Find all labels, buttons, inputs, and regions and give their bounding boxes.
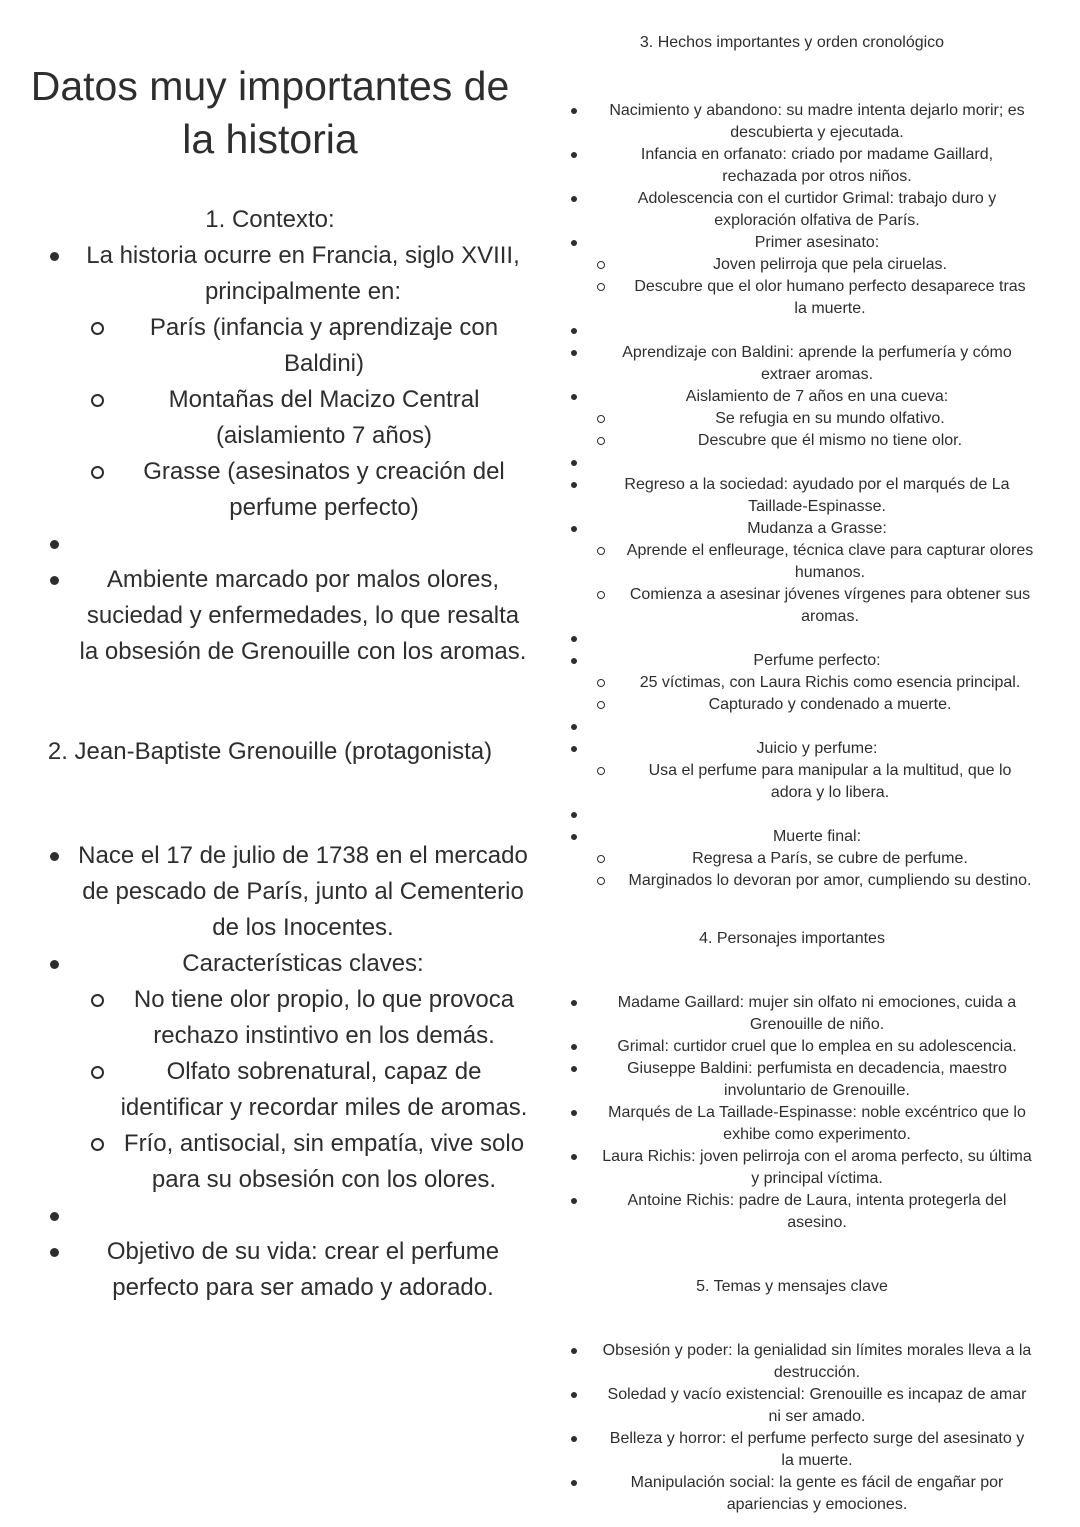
document-title: Datos muy importantes de la historia (30, 63, 510, 162)
bullet-text: Adolescencia con el curtidor Grimal: trabajo duro y exploración olfativa de París. (637, 190, 997, 229)
empty-bullet-item (540, 716, 1080, 738)
sub-bullet-item (540, 540, 1080, 584)
bullet-icon (571, 724, 577, 730)
bullet-item (540, 518, 1080, 540)
bullet-text: Nacimiento y abandono: su madre intenta dejarlo morir; es descubierta y ejecutada. (609, 102, 1025, 141)
bullet-icon (571, 240, 577, 246)
section-heading: 2. Jean-Baptiste Grenouille (protagonista) (47, 738, 493, 765)
bullet-icon (571, 1000, 577, 1006)
circle-icon (91, 394, 104, 407)
bullet-list (540, 100, 1080, 892)
circle-icon (91, 1138, 104, 1151)
bullet-item (0, 838, 540, 946)
bullet-text: Aprende el enfleurage, técnica clave para capturar olores humanos. (626, 542, 1034, 581)
sub-bullet-item (0, 310, 540, 382)
bullet-icon (571, 658, 577, 664)
bullet-text: Giuseppe Baldini: perfumista en decadencia, maestro involuntario de Grenouille. (627, 1060, 1007, 1099)
circle-icon (597, 547, 605, 555)
bullet-item (540, 100, 1080, 144)
sub-bullet-item (540, 760, 1080, 804)
bullet-item (540, 342, 1080, 386)
bullet-text: Infancia en orfanato: criado por madame Gaillard, rechazada por otros niños. (640, 146, 994, 185)
sub-bullet-item (540, 254, 1080, 276)
bullet-icon (571, 1198, 577, 1204)
empty-bullet-item (0, 1198, 540, 1234)
bullet-icon (571, 152, 577, 158)
right-column-sections (540, 32, 1080, 1516)
circle-icon (91, 1066, 104, 1079)
empty-bullet-item (540, 628, 1080, 650)
bullet-item (0, 562, 540, 670)
section-heading: 1. Contexto: (205, 206, 335, 233)
bullet-icon (571, 1436, 577, 1442)
bullet-item (0, 238, 540, 310)
sub-bullet-item (0, 1054, 540, 1126)
bullet-text: Joven pelirroja que pela ciruelas. (713, 256, 947, 273)
bullet-item (540, 1384, 1080, 1428)
sub-bullet-item (0, 382, 540, 454)
bullet-text: 25 víctimas, con Laura Richis como esencia principal. (639, 674, 1021, 691)
bullet-text: Se refugia en su mundo olfativo. (715, 410, 945, 427)
sub-bullet-item (540, 672, 1080, 694)
empty-bullet-item (540, 804, 1080, 826)
bullet-icon (571, 1044, 577, 1050)
bullet-item (540, 386, 1080, 408)
bullet-text: Comienza a asesinar jóvenes vírgenes para obtener sus aromas. (629, 586, 1031, 625)
sub-bullet-item (540, 584, 1080, 628)
bullet-text: Manipulación social: la gente es fácil de engañar por apariencias y emociones. (630, 1474, 1004, 1513)
bullet-icon (571, 196, 577, 202)
right-column (540, 0, 1080, 1527)
circle-icon (597, 261, 605, 269)
sub-bullet-item (540, 870, 1080, 892)
circle-icon (597, 701, 605, 709)
circle-icon (597, 679, 605, 687)
sub-bullet-item (540, 276, 1080, 320)
bullet-item (540, 1146, 1080, 1190)
sub-bullet-item (540, 430, 1080, 452)
bullet-text: Madame Gaillard: mujer sin olfato ni emociones, cuida a Grenouille de niño. (617, 994, 1017, 1033)
bullet-icon (571, 1066, 577, 1072)
bullet-text: Marqués de La Taillade-Espinasse: noble excéntrico que lo exhibe como experimento. (608, 1104, 1026, 1143)
empty-bullet-item (540, 452, 1080, 474)
bullet-text: Aprendizaje con Baldini: aprende la perfumería y cómo extraer aromas. (622, 344, 1012, 383)
section-heading: 5. Temas y mensajes clave (696, 1278, 888, 1295)
empty-bullet-item (540, 320, 1080, 342)
bullet-list (540, 992, 1080, 1234)
bullet-item (540, 1058, 1080, 1102)
bullet-icon (571, 1154, 577, 1160)
bullet-icon (571, 108, 577, 114)
bullet-icon (571, 812, 577, 818)
bullet-icon (50, 1248, 59, 1257)
bullet-text: Usa el perfume para manipular a la multitud, que lo adora y lo libera. (648, 762, 1012, 801)
bullet-text: París (infancia y aprendizaje con Baldini) (149, 314, 499, 377)
bullet-text: Regresa a París, se cubre de perfume. (692, 850, 968, 867)
bullet-text: Montañas del Macizo Central (aislamiento 7 años) (168, 386, 480, 449)
bullet-text: Características claves: (182, 950, 424, 977)
bullet-list (0, 838, 540, 1306)
bullet-icon (50, 960, 59, 969)
bullet-icon (571, 460, 577, 466)
bullet-item (540, 474, 1080, 518)
bullet-icon (50, 576, 59, 585)
bullet-icon (571, 834, 577, 840)
bullet-icon (571, 328, 577, 334)
bullet-icon (571, 1348, 577, 1354)
bullet-icon (571, 1392, 577, 1398)
sub-bullet-item (540, 408, 1080, 430)
bullet-icon (571, 1110, 577, 1116)
bullet-item (540, 232, 1080, 254)
bullet-text: Muerte final: (772, 828, 862, 845)
bullet-text: Juicio y perfume: (756, 740, 878, 757)
bullet-text: Nace el 17 de julio de 1738 en el mercado de pescado de París, junto al Cementerio de los Inocentes. (78, 842, 528, 941)
bullet-text: Frío, antisocial, sin empatía, vive solo para su obsesión con los olores. (123, 1130, 525, 1193)
bullet-icon (50, 1212, 59, 1221)
bullet-item (540, 1190, 1080, 1234)
bullet-text: Grimal: curtidor cruel que lo emplea en su adolescencia. (617, 1038, 1017, 1055)
bullet-text: Aislamiento de 7 años en una cueva: (685, 388, 949, 405)
bullet-text: Ambiente marcado por malos olores, suciedad y enfermedades, lo que resalta la obsesión de Grenouille con los aromas. (79, 566, 527, 665)
circle-icon (597, 437, 605, 445)
bullet-icon (50, 252, 59, 261)
bullet-text: Primer asesinato: (754, 234, 880, 251)
sub-bullet-item (0, 454, 540, 526)
section-heading: 3. Hechos importantes y orden cronológico (639, 34, 945, 51)
section-heading: 4. Personajes importantes (699, 930, 885, 947)
bullet-icon (571, 350, 577, 356)
bullet-text: La historia ocurre en Francia, siglo XVIII, principalmente en: (86, 242, 520, 305)
bullet-item (540, 1340, 1080, 1384)
bullet-icon (571, 746, 577, 752)
bullet-icon (571, 636, 577, 642)
bullet-item (540, 188, 1080, 232)
bullet-text: Mudanza a Grasse: (747, 520, 887, 537)
bullet-list (540, 1340, 1080, 1516)
bullet-text: Soledad y vacío existencial: Grenouille es incapaz de amar ni ser amado. (607, 1386, 1027, 1425)
left-column-sections (0, 202, 540, 1306)
bullet-list (0, 238, 540, 670)
circle-icon (91, 994, 104, 1007)
bullet-text: Grasse (asesinatos y creación del perfume perfecto) (143, 458, 505, 521)
bullet-text: Obsesión y poder: la genialidad sin límites morales lleva a la destrucción. (602, 1342, 1032, 1381)
bullet-text: Descubre que él mismo no tiene olor. (697, 432, 963, 449)
bullet-item (540, 1472, 1080, 1516)
bullet-text: Belleza y horror: el perfume perfecto surge del asesinato y la muerte. (609, 1430, 1025, 1469)
bullet-text: No tiene olor propio, lo que provoca rechazo instintivo en los demás. (133, 986, 515, 1049)
bullet-icon (571, 1480, 577, 1486)
bullet-text: Antoine Richis: padre de Laura, intenta protegerla del asesino. (627, 1192, 1007, 1231)
bullet-item (540, 1036, 1080, 1058)
bullet-text: Objetivo de su vida: crear el perfume perfecto para ser amado y adorado. (106, 1238, 500, 1301)
bullet-item (540, 650, 1080, 672)
sub-bullet-item (540, 694, 1080, 716)
circle-icon (91, 322, 104, 335)
bullet-item (540, 738, 1080, 760)
bullet-icon (571, 394, 577, 400)
bullet-item (0, 1234, 540, 1306)
bullet-text: Regreso a la sociedad: ayudado por el marqués de La Taillade-Espinasse. (624, 476, 1010, 515)
bullet-text: Capturado y condenado a muerte. (708, 696, 952, 713)
sub-bullet-item (0, 982, 540, 1054)
bullet-icon (50, 852, 59, 861)
bullet-item (540, 992, 1080, 1036)
bullet-item (540, 826, 1080, 848)
bullet-text: Marginados lo devoran por amor, cumpliendo su destino. (628, 872, 1032, 889)
circle-icon (597, 767, 605, 775)
circle-icon (597, 415, 605, 423)
circle-icon (597, 591, 605, 599)
circle-icon (597, 283, 605, 291)
bullet-icon (571, 526, 577, 532)
bullet-text: Perfume perfecto: (753, 652, 881, 669)
bullet-item (540, 1102, 1080, 1146)
sub-bullet-item (0, 1126, 540, 1198)
bullet-icon (571, 482, 577, 488)
circle-icon (91, 466, 104, 479)
circle-icon (597, 855, 605, 863)
circle-icon (597, 877, 605, 885)
bullet-item (540, 1428, 1080, 1472)
bullet-icon (50, 540, 59, 549)
bullet-item (540, 144, 1080, 188)
bullet-text: Descubre que el olor humano perfecto desaparece tras la muerte. (634, 278, 1026, 317)
sub-bullet-item (540, 848, 1080, 870)
bullet-text: Olfato sobrenatural, capaz de identificar y recordar miles de aromas. (120, 1058, 528, 1121)
empty-bullet-item (0, 526, 540, 562)
bullet-item (0, 946, 540, 982)
bullet-text: Laura Richis: joven pelirroja con el aroma perfecto, su última y principal víctima. (602, 1148, 1032, 1187)
